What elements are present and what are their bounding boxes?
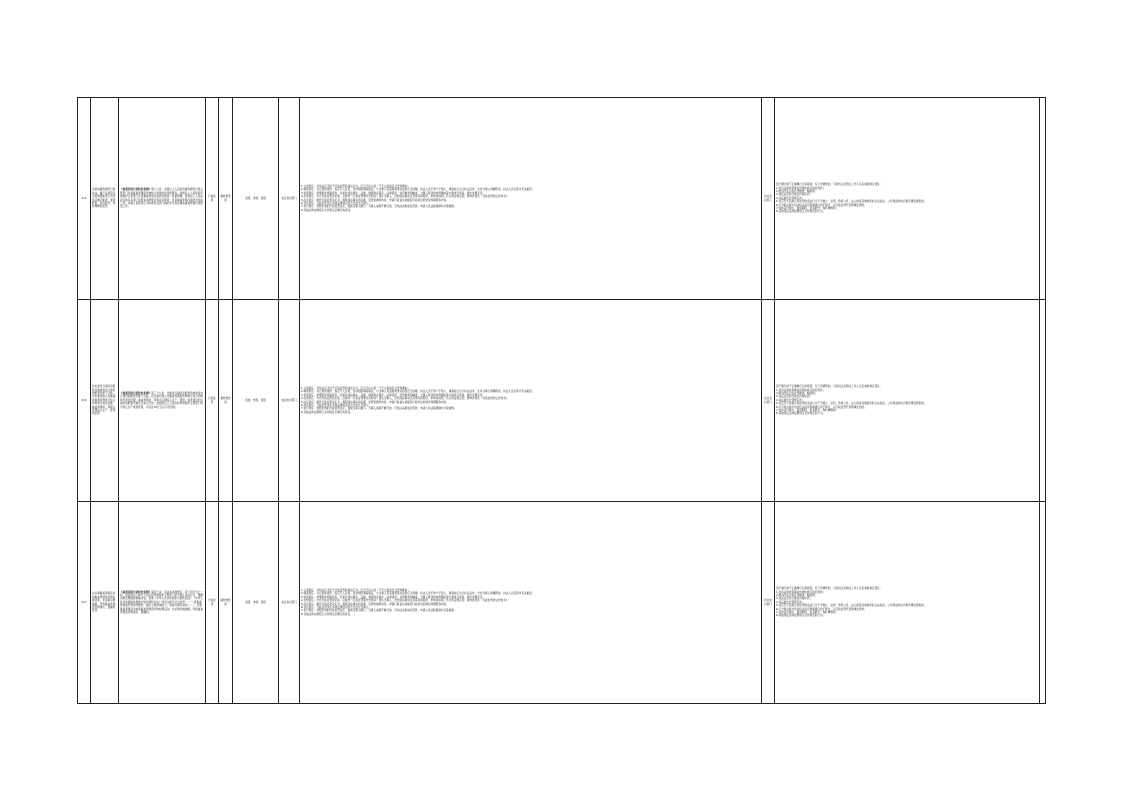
implementing-subject: 农业农村部门: [279, 300, 300, 502]
row-sequence: 215: [78, 98, 91, 300]
implementing-dept: 畜牧兽医局: [219, 502, 233, 704]
remark-cell: [1040, 502, 1046, 704]
exercise-level: 省级、市级、县级: [233, 98, 279, 300]
table-row: [78, 98, 1046, 300]
item-name: 对未建设污染防治配套设施或者自行建设的配套设施不合格，也未委托他人对畜禽养殖废弃物进行综合利用和无害化处理，畜禽养殖场、养殖小区即投入生产、使用的处罚: [91, 300, 119, 502]
exercise-level: 省级、市级、县级: [233, 300, 279, 502]
accountability-subject: 农业农村部门: [762, 502, 775, 704]
power-type: 行政处罚: [206, 98, 219, 300]
accountability-subject: 农业农村部门: [762, 300, 775, 502]
implementing-subject: 农业农村部门: [279, 502, 300, 704]
legal-basis-text: 第四十条：违反本条例规定，有下列行为之一的，由县级以上地方人民政府环境保护主管部门责令停止违法行为，限期采取治理措施消除污染，依照《中华人民共和国水污染防治法》、《中华人民共和国固体废物污染环境防治法》的有关规定予以处罚：（一）将畜禽养殖废弃物用作肥料，超出土地消纳能力，造成环境污染的；（二）从事畜禽养殖活动或者畜禽养殖废弃物处理活动，未采取有效措施，导致畜禽养殖废弃物渗出、泄漏的。: [120, 590, 203, 615]
legal-basis-title: 《畜禽养殖污染防治条例》: [120, 391, 152, 395]
power-type: 行政处罚: [206, 502, 219, 704]
power-list-table: [77, 97, 1046, 704]
legal-basis: [119, 502, 206, 704]
remark-cell: [1040, 300, 1046, 502]
accountability-circumstances: 因不履行或不正确履行行政职责，有下列情形的，行政机关及相关工作人员应承担相应责任： 1.没有法律或者事实依据实施行政处罚的； 2.擅自改变行政处罚种类、幅度的； 3.违反法定的行政处罚程序的； 4.违反委托处罚规定的； 5.对应当予以制止和处罚的违法行为不予制止、处罚，致使公民、法人或者其他组织的合法权益、公共利益和社会秩序遭受损害的； 6.应当依法移交司法机关追究刑事责任的不移交，以行政处罚代替刑事处罚的； 7.在执法过程中，滥用职权、玩忽职守、徇私舞弊的； 8.其他违反法律法规规章文件规定的行为。: [775, 98, 1040, 300]
responsibility-items: 1.立案责任：对依法应当给予行政处罚的违法行为，应当予以立案（不予立案的应当告知理由）。 2.调查责任：对立案的案件，指定专人负责，及时组织调查取证，与当事人有直接利害关系的应当回避。执法人员不得少于两人，调查时应出示执法证件，允许当事人辩解陈述。执法人员应保守有关秘密。 3.审查责任：审理案件调查报告，对案件违法事实、证据、调查取证程序、法律适用、处罚种类和幅度、当事人陈述和申辩理由等方面进行审查，提出处理意见。 4.告知责任：作出行政处罚决定前，应制作《行政处罚事先告知书》送达当事人，告知违法事实及其享有的陈述、申辩等权利。符合听证规定的，制作并送达《行政处罚听证告知书》。 5.决定责任：制作行政处罚决定书，载明违法事实和证据、处罚依据和内容、申请行政复议或提起行政诉讼的途径和期限等内容。 6.送达责任：行政处罚决定书按法律规定的方式送达当事人。 7.执行责任：依照生效的行政处罚决定，监督当事人履行。当事人逾期不履行的，可依法采取加处罚款、申请人民法院强制执行等措施。 8.其他法律法规规章文件规定应履行的责任。: [300, 502, 762, 704]
table-row: [78, 502, 1046, 704]
implementing-dept: 畜牧兽医局: [219, 98, 233, 300]
implementing-dept: 畜牧兽医局: [219, 300, 233, 502]
exercise-level: 省级、市级、县级: [233, 502, 279, 704]
item-name: 对从事畜禽养殖活动和畜禽养殖废弃物处理活动，未采取有效措施，导致畜禽养殖废弃物渗出、泄漏的处罚: [91, 502, 119, 704]
responsibility-items: 1.立案责任：对依法应当给予行政处罚的违法行为，应当予以立案（不予立案的应当告知理由）。 2.调查责任：对立案的案件，指定专人负责，及时组织调查取证，与当事人有直接利害关系的应当回避。执法人员不得少于两人，调查时应出示执法证件，允许当事人辩解陈述。执法人员应保守有关秘密。 3.审查责任：审理案件调查报告，对案件违法事实、证据、调查取证程序、法律适用、处罚种类和幅度、当事人陈述和申辩理由等方面进行审查，提出处理意见。 4.告知责任：作出行政处罚决定前，应制作《行政处罚事先告知书》送达当事人，告知违法事实及其享有的陈述、申辩等权利。符合听证规定的，制作并送达《行政处罚听证告知书》。 5.决定责任：制作行政处罚决定书，载明违法事实和证据、处罚依据和内容、申请行政复议或提起行政诉讼的途径和期限等内容。 6.送达责任：行政处罚决定书按法律规定的方式送达当事人。 7.执行责任：依照生效的行政处罚决定，监督当事人履行。当事人逾期不履行的，可依法采取加处罚款、申请人民法院强制执行等措施。 8.其他法律法规规章文件规定应履行的责任。: [300, 98, 762, 300]
legal-basis-text: 第三十九条：未建设污染防治配套设施或者自行建设的配套设施不合格，也未委托他人对畜禽养殖废弃物进行综合利用和无害化处理，畜禽养殖场、养殖小区即投入生产、使用，或者建设的污染防治配套设施未正常运行的，由县级以上人民政府环境保护主管部门责令停止生产或者使用，可以处10万元以下的罚款。: [120, 391, 203, 409]
legal-basis: [119, 98, 206, 300]
accountability-subject: 农业农村部门: [762, 98, 775, 300]
accountability-circumstances: 因不履行或不正确履行行政职责，有下列情形的，行政机关及相关工作人员应承担相应责任： 1.没有法律或者事实依据实施行政处罚的； 2.擅自改变行政处罚种类、幅度的； 3.违反法定的行政处罚程序的； 4.违反委托处罚规定的； 5.对应当予以制止和处罚的违法行为不予制止、处罚，致使公民、法人或者其他组织的合法权益、公共利益和社会秩序遭受损害的； 6.应当依法移交司法机关追究刑事责任的不移交，以行政处罚代替刑事处罚的； 7.在执法过程中，滥用职权、玩忽职守、徇私舞弊的； 8.其他违反法律法规规章文件规定的行为。: [775, 300, 1040, 502]
row-sequence: 217: [78, 502, 91, 704]
table-row: [78, 300, 1046, 502]
power-type: 行政处罚: [206, 300, 219, 502]
remark-cell: [1040, 98, 1046, 300]
accountability-circumstances: 因不履行或不正确履行行政职责，有下列情形的，行政机关及相关工作人员应承担相应责任： 1.没有法律或者事实依据实施行政处罚的； 2.擅自改变行政处罚种类、幅度的； 3.违反法定的行政处罚程序的； 4.违反委托处罚规定的； 5.对应当予以制止和处罚的违法行为不予制止、处罚，致使公民、法人或者其他组织的合法权益、公共利益和社会秩序遭受损害的； 6.应当依法移交司法机关追究刑事责任的不移交，以行政处罚代替刑事处罚的； 7.在执法过程中，滥用职权、玩忽职守、徇私舞弊的； 8.其他违反法律法规规章文件规定的行为。: [775, 502, 1040, 704]
legal-basis-title: 《畜禽养殖污染防治条例》: [120, 590, 152, 594]
legal-basis-title: 《畜禽养殖污染防治条例》: [120, 188, 152, 192]
responsibility-items: 1.立案责任：对依法应当给予行政处罚的违法行为，应当予以立案（不予立案的应当告知理由）。 2.调查责任：对立案的案件，指定专人负责，及时组织调查取证，与当事人有直接利害关系的应当回避。执法人员不得少于两人，调查时应出示执法证件，允许当事人辩解陈述。执法人员应保守有关秘密。 3.审查责任：审理案件调查报告，对案件违法事实、证据、调查取证程序、法律适用、处罚种类和幅度、当事人陈述和申辩理由等方面进行审查，提出处理意见。 4.告知责任：作出行政处罚决定前，应制作《行政处罚事先告知书》送达当事人，告知违法事实及其享有的陈述、申辩等权利。符合听证规定的，制作并送达《行政处罚听证告知书》。 5.决定责任：制作行政处罚决定书，载明违法事实和证据、处罚依据和内容、申请行政复议或提起行政诉讼的途径和期限等内容。 6.送达责任：行政处罚决定书按法律规定的方式送达当事人。 7.执行责任：依照生效的行政处罚决定，监督当事人履行。当事人逾期不履行的，可依法采取加处罚款、申请人民法院强制执行等措施。 8.其他法律法规规章文件规定应履行的责任。: [300, 300, 762, 502]
implementing-subject: 农业农村部门: [279, 98, 300, 300]
item-name: 对承担畜牧兽医行政执法、畜产品质量安全监管等职责人员未依法履行职责，滥用职权、玩忽职守、徇私舞弊的处罚: [91, 98, 119, 300]
legal-basis-text: 第十六条：县级以上人民政府畜牧兽医行政主管部门负责畜禽养殖废弃物综合利用的指导和服务。县级以上人民政府环境保护主管部门负责畜禽养殖污染防治的统一监督管理。县级以上人民政府其他有关部门依照本条例规定和各自职责，负责畜禽养殖污染防治相关工作。乡镇人民政府应当协助有关部门做好本行政区域的畜禽养殖污染防治工作。: [120, 188, 203, 209]
legal-basis: [119, 300, 206, 502]
row-sequence: 216: [78, 300, 91, 502]
